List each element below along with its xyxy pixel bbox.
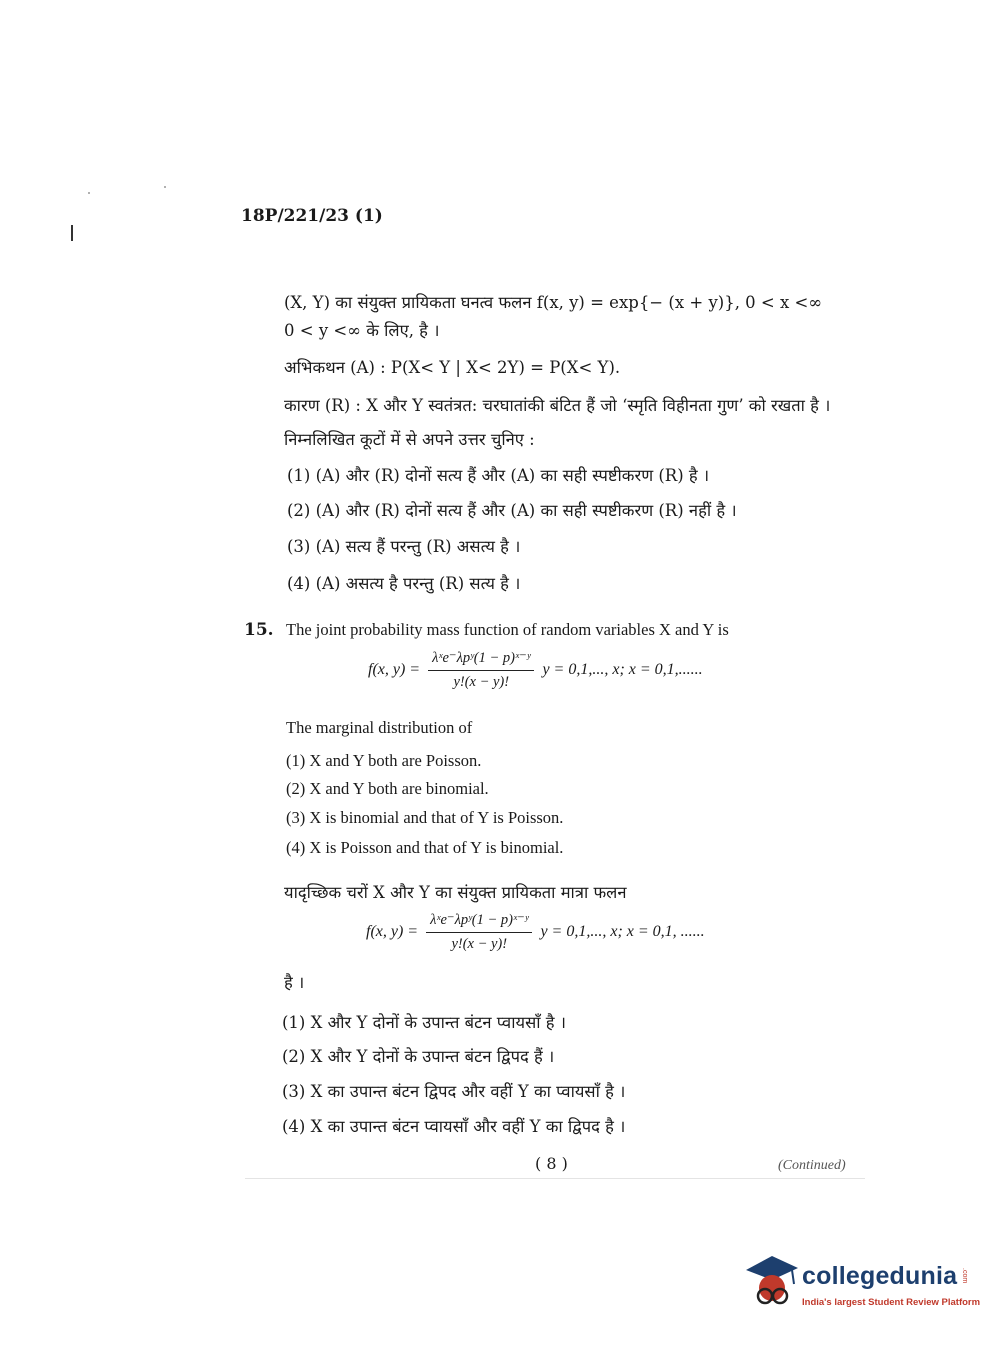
q15-stem: The joint probability mass function of random variables X and Y is bbox=[286, 620, 729, 639]
q15-hi-option-2: (2) X और Y दोनों के उपान्त बंटन द्विपद हैं । bbox=[282, 1047, 555, 1066]
formula-rhs: y = 0,1,..., x; x = 0,1, ...... bbox=[540, 923, 705, 941]
formula-lhs: f(x, y) = bbox=[368, 661, 421, 679]
paper-code: 18P/221/23 (1) bbox=[241, 206, 383, 226]
q14-option-3: (3) (A) सत्य हैं परन्तु (R) असत्य है । bbox=[287, 537, 521, 556]
q14-option-2: (2) (A) और (R) दोनों सत्य हैं और (A) का सही स्पष्टीकरण (R) नहीं है । bbox=[287, 501, 737, 520]
formula-denominator: y!(x − y)! bbox=[453, 674, 510, 690]
q14-hi-line2: 0 < y <∞ के लिए, है । bbox=[284, 321, 440, 340]
q15-hi-stem: यादृच्छिक चरों X और Y का संयुक्त प्रायिकता मात्रा फलन bbox=[284, 883, 627, 902]
page-divider bbox=[245, 1178, 865, 1179]
formula-fraction bbox=[426, 912, 532, 953]
q15-formula bbox=[368, 650, 703, 691]
question-number: 15. bbox=[244, 620, 274, 640]
q14-assertion: अभिकथन (A) : P(X< Y | X< 2Y) = P(X< Y). bbox=[284, 358, 621, 377]
formula-denominator: y!(x − y)! bbox=[451, 936, 508, 952]
q14-reason: कारण (R) : X और Y स्वतंत्रत: चरघातांकी बंटित हैं जो ‘स्मृति विहीनता गुण’ को रखता है । bbox=[284, 396, 831, 415]
mascot-icon bbox=[742, 1248, 802, 1318]
page-number: ( 8 ) bbox=[535, 1154, 568, 1173]
formula-numerator: λˣe⁻λpʸ(1 − p)ˣ⁻ʸ bbox=[428, 650, 534, 671]
logo-suffix: .com bbox=[961, 1268, 968, 1284]
q14-option-1: (1) (A) और (R) दोनों सत्य हैं और (A) का सही स्पष्टीकरण (R) है । bbox=[287, 466, 710, 485]
q14-instruction: निम्नलिखित कूटों में से अपने उत्तर चुनिए : bbox=[284, 430, 535, 449]
q15-hi-option-4: (4) X का उपान्त बंटन प्वायसाँ और वहीं Y का द्विपद है । bbox=[282, 1117, 626, 1136]
q15-prompt: The marginal distribution of bbox=[286, 718, 473, 737]
scan-speck bbox=[164, 186, 166, 188]
q15-hi-formula bbox=[366, 912, 705, 953]
formula-numerator: λˣe⁻λpʸ(1 − p)ˣ⁻ʸ bbox=[426, 912, 532, 933]
logo-wordmark: collegedunia bbox=[802, 1262, 958, 1290]
logo-tagline: India's largest Student Review Platform bbox=[802, 1297, 981, 1308]
q15-hi-tail: है । bbox=[284, 973, 305, 992]
q14-option-4: (4) (A) असत्य है परन्तु (R) सत्य है । bbox=[287, 574, 521, 593]
scan-speck bbox=[88, 192, 90, 194]
q15-option-4: (4) X is Poisson and that of Y is binomial. bbox=[286, 838, 564, 857]
formula-rhs: y = 0,1,..., x; x = 0,1,...... bbox=[542, 661, 703, 679]
q15-hi-option-3: (3) X का उपान्त बंटन द्विपद और वहीं Y का प्वायसाँ है । bbox=[282, 1082, 626, 1101]
q15-option-2: (2) X and Y both are binomial. bbox=[286, 779, 489, 798]
q15-hi-option-1: (1) X और Y दोनों के उपान्त बंटन प्वायसाँ है । bbox=[282, 1013, 567, 1032]
formula-fraction bbox=[428, 650, 534, 691]
q14-hi-line1: (X, Y) का संयुक्त प्रायिकता घनत्व फलन f(x, y) = exp{− (x + y)}, 0 < x <∞ bbox=[284, 293, 823, 312]
q15-option-1: (1) X and Y both are Poisson. bbox=[286, 751, 482, 770]
formula-lhs: f(x, y) = bbox=[366, 923, 419, 941]
continued-note: (Continued) bbox=[778, 1158, 846, 1173]
q15-option-3: (3) X is binomial and that of Y is Poisson. bbox=[286, 808, 564, 827]
margin-mark bbox=[71, 225, 73, 241]
